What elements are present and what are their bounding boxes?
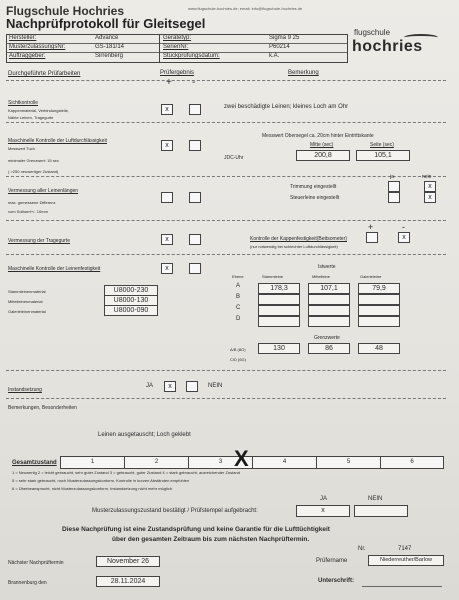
info-block — [6, 34, 348, 63]
bemerkungen-label: Bemerkungen, Besonderheiten — [8, 405, 77, 411]
luft-sub3: ( >250 neuwertiger Zustand) — [8, 169, 59, 174]
material-galerie-label: Galerieleinenmaterial — [8, 309, 46, 314]
kappe-plus-checkbox[interactable] — [366, 232, 378, 243]
vermessung-plus-checkbox[interactable] — [161, 192, 173, 203]
col-galerie-label: Galerieleine — [360, 274, 382, 279]
sicht-sub1: Kappenmaterial, Verbindungsteile, — [8, 108, 69, 113]
bemerkungen-text: Leinen ausgetauscht; Loch geklebt — [98, 432, 191, 438]
leinen-vermessung-sub2: vom Sollwert+/- 10mm — [8, 209, 48, 214]
grade-selected-mark: X — [234, 446, 249, 471]
col-header-plus: + — [166, 77, 172, 88]
steuer-nein-checkbox[interactable]: x — [424, 192, 436, 203]
b-mittel-value — [308, 294, 350, 305]
muster-ok-ja-label: JA — [320, 496, 328, 502]
luft-title: Maschinelle Kontrolle der Luftdurchlässigkeit — [8, 138, 107, 144]
hochries-logo — [350, 26, 442, 62]
d-mittel-value — [308, 316, 350, 327]
web-line: www.flugschule-hochries.de; email: info@flugschule-hochries.de — [188, 6, 303, 11]
sicht-minus-checkbox[interactable] — [189, 104, 201, 115]
istwerte-label: Istwerte — [318, 264, 336, 270]
material-galerie-value: U8000-090 — [104, 305, 158, 316]
gesamt-legend-2: 5 = sehr stark gebraucht, noch Musterzulassungskonform, Kontrolle in kurzen Abständen empfohlen — [12, 478, 190, 483]
col-stamm-label: Stammleine — [262, 274, 284, 279]
vermessung-nein-label: nein — [422, 174, 432, 180]
grenz-galerie-value: 48 — [358, 343, 400, 354]
trimmung-nein-checkbox[interactable]: x — [424, 181, 436, 192]
leinen-title: Maschinelle Kontrolle der Leinenfestigkeit — [8, 266, 101, 272]
b-galerie-value — [358, 294, 400, 305]
kappe-sub: (nur notwendig bei schlechter Luftdurchlässigkeit) — [250, 244, 338, 249]
col-header-ergebnis: Prüfergebnis — [160, 70, 195, 76]
muster-value: GS-181/14 — [95, 44, 125, 50]
ebene-b: B — [236, 294, 241, 300]
leinen-vermessung-sub1: max. gemessene Differenz — [8, 200, 56, 205]
kappe-minus-label: - — [402, 222, 405, 232]
luft-mitte-value: 200,8 — [296, 150, 350, 161]
col-header-arbeiten: Durchgeführte Prüfarbeiten — [8, 71, 81, 77]
material-stamm-label: Stammleinenmaterial — [8, 289, 46, 294]
signature-line — [362, 586, 442, 587]
material-stamm-value: U8000-230 — [104, 285, 158, 296]
signature-label: Unterschrift: — [318, 578, 355, 584]
c-galerie-value — [358, 305, 400, 316]
disclaimer-line2: über den gesamten Zeitraum bis zum nächsten Nachprüftermin. — [112, 536, 310, 543]
instand-ja-checkbox[interactable]: x — [164, 381, 176, 392]
gesamt-legend-1: 1 = Neuwertig 2 = leicht gebraucht, sehr guter Zustand 3 = gebraucht, guter Zustand 4 = stark gebraucht, ausreichender Zustand — [12, 470, 240, 475]
luft-sub1: Messwert Tuch — [8, 146, 35, 151]
instand-nein-checkbox[interactable] — [186, 381, 198, 392]
trimmung-ja-checkbox[interactable] — [388, 181, 400, 192]
cd-label: C/D (6G) — [230, 357, 246, 362]
disclaimer-line1: Diese Nachprüfung ist eine Zustandsprüfung und keine Garantie für die Lufttüchtigkeit — [62, 526, 330, 533]
grade-4[interactable]: 4 — [253, 457, 317, 468]
serien-label: SerienNr: — [163, 44, 189, 50]
ebene-d: D — [236, 316, 241, 322]
gesamt-legend-3: 6 = Überbeansprucht, nicht Musterzulassungskonform, Instandsetzung nicht mehr möglich — [12, 486, 172, 491]
grade-2[interactable]: 2 — [125, 457, 189, 468]
stueck-label: Stückprüfungsdatum: — [163, 53, 220, 59]
kappe-label: Kontrolle der Kappenfestigkeit(Bettsometer) — [250, 236, 347, 242]
luft-remark: Messwert Obersegel ca. 20cm hinter Eintrittskante — [262, 133, 374, 139]
luft-device: JDC-Uhr — [224, 155, 244, 161]
muster-ok-nein-box[interactable] — [354, 505, 408, 517]
vermessung-minus-checkbox[interactable] — [189, 192, 201, 203]
sicht-plus-checkbox[interactable]: x — [161, 104, 173, 115]
document-title: Nachprüfprotokoll für Gleitsegel — [6, 16, 206, 31]
luft-seite-label: Seite (sec) — [370, 142, 394, 148]
a-mittel-value: 107,1 — [308, 283, 350, 294]
leinen-vermessung-title: Vermessung aller Leinenlängen — [8, 188, 79, 194]
next-date-value: November 26 — [96, 556, 160, 567]
hersteller-label: Hersteller: — [9, 35, 37, 41]
luft-mitte-label: Mitte (sec) — [310, 142, 334, 148]
nr-value: 7147 — [398, 546, 412, 552]
luft-sub2: minimaler Grenzwert: 15 sec — [8, 158, 59, 163]
grenz-label: Grenzwerte — [314, 335, 340, 341]
leinen-minus-checkbox[interactable] — [189, 263, 201, 274]
luft-minus-checkbox[interactable] — [189, 140, 201, 151]
col-header-minus: - — [192, 77, 196, 88]
muster-ok-label: Musterzulassungszustand bestätigt / Prüfstempel aufgebracht: — [92, 508, 258, 514]
col-mittel-label: Mittelleine — [312, 274, 331, 279]
auftrag-label: Auftraggeber: — [9, 53, 46, 59]
kappe-minus-checkbox[interactable]: x — [398, 232, 410, 243]
a-stamm-value: 178,3 — [258, 283, 300, 294]
nr-label: Nr. — [358, 546, 366, 552]
sicht-remark: zwei beschädigte Leinen; kleines Loch am Ohr — [224, 104, 349, 110]
ebene-c: C — [236, 305, 241, 311]
serien-value: P60214 — [269, 44, 290, 50]
a-galerie-value: 79,9 — [358, 283, 400, 294]
c-stamm-value — [258, 305, 300, 316]
muster-label: MusterzulassungsNr: — [9, 44, 66, 50]
sicht-sub2: Nähte Leinen, Tragegurte — [8, 115, 54, 120]
ebene-a: A — [236, 283, 241, 289]
tragegurte-title: Vermessung der Tragegurte — [8, 238, 70, 244]
geraetetyp-label: Gerätetyp: — [163, 35, 192, 41]
grade-3[interactable]: 3 — [189, 457, 253, 468]
ebene-label: Ebene — [232, 274, 244, 279]
leinen-plus-checkbox[interactable]: x — [161, 263, 173, 274]
c-mittel-value — [308, 305, 350, 316]
grade-6[interactable]: 6 — [410, 459, 414, 465]
instand-label: Instandsetzung — [8, 387, 42, 393]
grade-scale — [60, 456, 444, 469]
grade-5[interactable]: 5 — [317, 457, 381, 468]
logo-top-text: flugschule — [354, 28, 391, 37]
trimmung-label: Trimmung eingestellt — [290, 184, 337, 190]
grade-1[interactable]: 1 — [61, 457, 125, 468]
luft-seite-value: 105,1 — [356, 150, 410, 161]
tragegurte-minus-checkbox[interactable] — [189, 234, 201, 245]
school-name: Flugschule Hochries — [6, 4, 125, 18]
instand-ja-label: JA — [146, 383, 154, 389]
date-value: 28.11.2024 — [96, 576, 160, 587]
luft-plus-checkbox[interactable]: x — [161, 140, 173, 151]
geraetetyp-value: Sigma 9 25 — [269, 35, 300, 41]
gesamt-label: Gesamtzustand — [12, 460, 57, 466]
stueck-value: k.A. — [269, 53, 280, 59]
vermessung-ja-label: ja — [390, 174, 394, 180]
steuer-ja-checkbox[interactable] — [388, 192, 400, 203]
b-stamm-value — [258, 294, 300, 305]
auftrag-value: Sirrenberg — [95, 53, 124, 59]
tragegurte-plus-checkbox[interactable]: x — [161, 234, 173, 245]
hersteller-value: Advance — [95, 35, 119, 41]
instand-nein-label: NEIN — [208, 383, 223, 389]
pruefer-label: Prüfername — [316, 558, 348, 564]
logo-bottom-text: hochries — [352, 38, 423, 55]
next-date-label: Nächster Nachprüftermin — [8, 560, 64, 566]
sicht-title: Sichtkontrolle — [8, 100, 39, 106]
pruefer-value: Niederreuther/Barlow — [368, 555, 444, 566]
grenz-stamm-value: 130 — [258, 343, 300, 354]
muster-ok-ja-box[interactable]: x — [296, 505, 350, 517]
date-label: Brannenburg den — [8, 580, 47, 586]
d-stamm-value — [258, 316, 300, 327]
kappe-plus-label: + — [368, 222, 374, 232]
grenz-mittel-value: 86 — [308, 343, 350, 354]
material-mittel-value: U8000-130 — [104, 295, 158, 306]
d-galerie-value — [358, 316, 400, 327]
steuer-label: Steuerleine eingestellt — [290, 195, 340, 201]
ab-label: A/B (8G) — [230, 347, 246, 352]
col-header-bemerkung: Bemerkung — [288, 70, 319, 76]
material-mittel-label: Mittelleinenmaterial — [8, 299, 43, 304]
muster-ok-nein-label: NEIN — [368, 496, 383, 502]
